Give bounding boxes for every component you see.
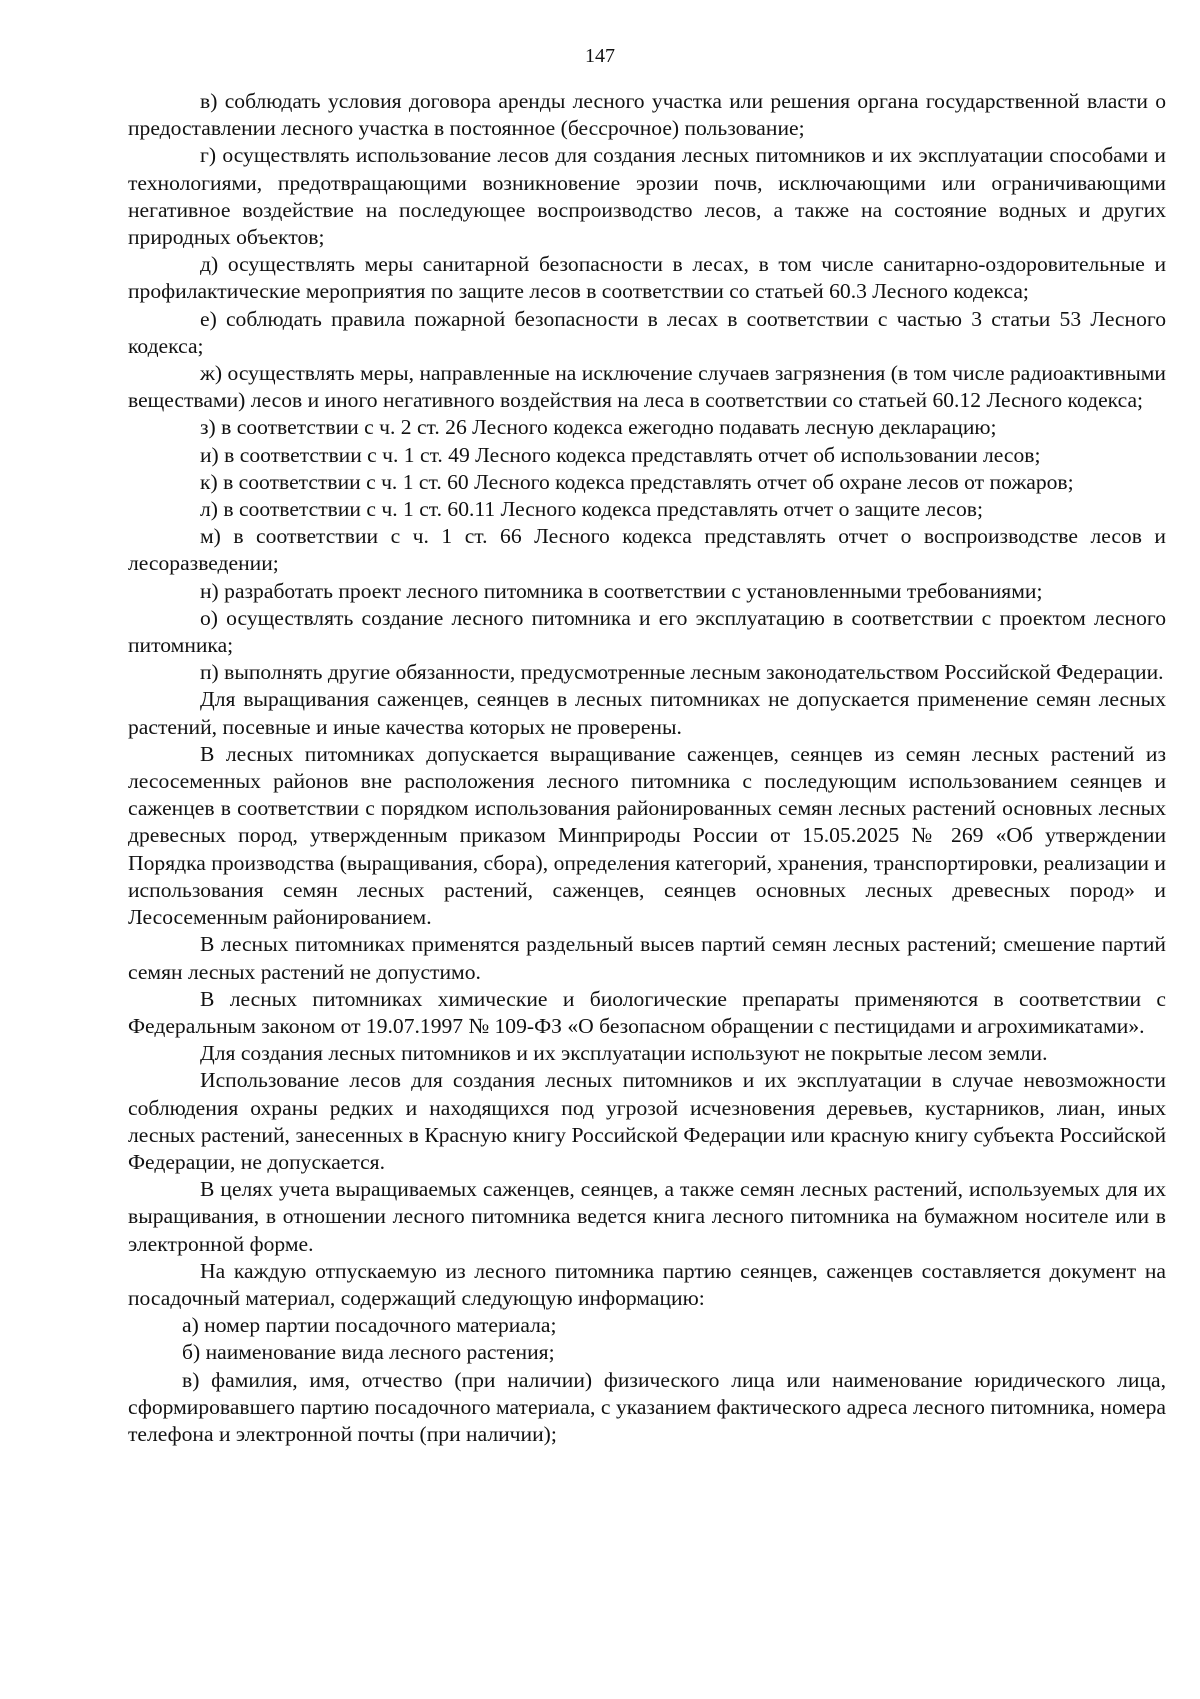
paragraph-g-nursery-technologies: г) осуществлять использование лесов для создания лесных питомников и их эксплуатации способами и технологиями, предотвращающими возникновение эрозии почв, исключающими или ограничивающими негативное воздействие на последующее воспроизводство лесов, а также на состояние водных и других природных объектов;	[128, 143, 1166, 250]
paragraph-unforested-lands: Для создания лесных питомников и их эксплуатации используют не покрытые лесом земли.	[200, 1041, 1048, 1066]
paragraph-zh-pollution: ж) осуществлять меры, направленные на исключение случаев загрязнения (в том числе радиоактивными веществами) лесов и иного негативного воздействия на леса в соответствии со статьей 60.12 Лесного кодекса;	[128, 361, 1166, 413]
paragraph-unchecked-seeds: Для выращивания саженцев, сеянцев в лесных питомниках не допускается применение семян лесных растений, посевные и иные качества которых не проверены.	[128, 687, 1166, 739]
paragraph-m-reproduction-report: м) в соответствии с ч. 1 ст. 66 Лесного кодекса представлять отчет о воспроизводстве лесов и лесоразведении;	[128, 524, 1166, 576]
paragraph-planting-document: На каждую отпускаемую из лесного питомника партию сеянцев, саженцев составляется документ на посадочный материал, содержащий следующую информацию:	[128, 1258, 1166, 1310]
paragraph-p-other-duties: п) выполнять другие обязанности, предусмотренные лесным законодательством Российской Федерации.	[200, 660, 1164, 685]
paragraph-nursery-book: В целях учета выращиваемых саженцев, сеянцев, а также семян лесных растений, используемых для их выращивания, в отношении лесного питомника ведется книга лесного питомника на бумажном носителе или в электронной форме.	[128, 1177, 1166, 1256]
paragraph-red-book: Использование лесов для создания лесных питомников и их эксплуатации в случае невозможности соблюдения охраны редких и находящихся под угрозой исчезновения деревьев, кустарников, лиан, иных лесных растений, занесенных в Красную книгу Российской Федерации или красную книгу субъекта Российской Федерации, не допускается.	[128, 1068, 1166, 1174]
paragraph-chemicals: В лесных питомниках химические и биологические препараты применяются в соответствии с Федеральным законом от 19.07.1997 № 109-ФЗ «О безопасном обращении с пестицидами и агрохимикатами».	[128, 986, 1166, 1038]
paragraph-o-nursery-creation: о) осуществлять создание лесного питомника и его эксплуатацию в соответствии с проектом лесного питомника;	[128, 605, 1166, 658]
paragraph-separate-sowing: В лесных питомниках применятся раздельный высев партий семян лесных растений; смешение партий семян лесных растений не допустимо.	[128, 932, 1166, 984]
paragraph-d-sanitary-safety: д) осуществлять меры санитарной безопасности в лесах, в том числе санитарно-оздоровительные и профилактические мероприятия по защите лесов в соответствии со статьей 60.3 Лесного кодекса;	[128, 252, 1166, 304]
paragraph-i-use-report: и) в соответствии с ч. 1 ст. 49 Лесного кодекса представлять отчет об использовании лесов;	[200, 442, 1041, 467]
list-item-v-producer: в) фамилия, имя, отчество (при наличии) физического лица или наименование юридического лица, сформировавшего партию посадочного материала, с указанием фактического адреса лесного питомника, номера телефона и электронной почты (при наличии);	[128, 1367, 1166, 1446]
paragraph-v-lease-terms: в) соблюдать условия договора аренды лесного участка или решения органа государственной власти о предоставлении лесного участка в постоянное (бессрочное) пользование;	[128, 89, 1166, 141]
paragraph-l-protection-report: л) в соответствии с ч. 1 ст. 60.11 Лесного кодекса представлять отчет о защите лесов;	[200, 497, 984, 522]
paragraph-k-fire-report: к) в соответствии с ч. 1 ст. 60 Лесного кодекса представлять отчет об охране лесов от пожаров;	[200, 469, 1074, 494]
paragraph-z-declaration: з) в соответствии с ч. 2 ст. 26 Лесного кодекса ежегодно подавать лесную декларацию;	[200, 415, 997, 440]
paragraph-e-fire-safety: е) соблюдать правила пожарной безопасности в лесах в соответствии с частью 3 статьи 53 Лесного кодекса;	[128, 306, 1166, 358]
paragraph-seed-zoning: В лесных питомниках допускается выращивание саженцев, сеянцев из семян лесных растений из лесосеменных районов вне расположения лесного питомника с последующим использованием сеянцев и саженцев в соответствии с порядком использования районированных семян лесных растений основных лесных древесных пород, утвержденным приказом Минприроды России от 15.05.2025 № 269 «Об утверждении Порядка производства (выращивания, сбора), определения категорий, хранения, транспортировки, реализации и использования семян лесных растений, саженцев, сеянцев основных лесных древесных пород» и Лесосеменным районированием.	[128, 741, 1166, 930]
page-number: 147	[585, 45, 615, 67]
list-item-a-batch-number: а) номер партии посадочного материала;	[182, 1313, 557, 1338]
list-item-b-species-name: б) наименование вида лесного растения;	[182, 1340, 555, 1365]
paragraph-n-nursery-project: н) разработать проект лесного питомника в соответствии с установленными требованиями;	[200, 578, 1043, 603]
document-body	[128, 88, 1166, 1448]
